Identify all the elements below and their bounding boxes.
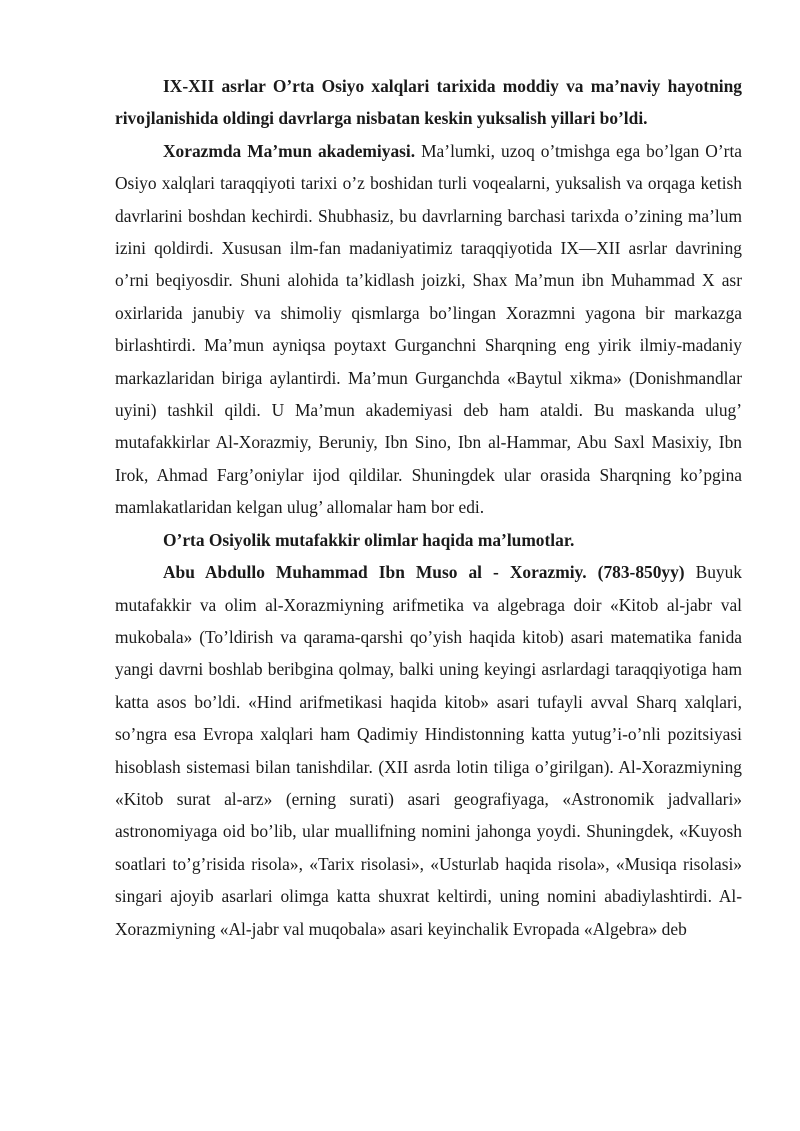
akademiya-body: Ma’lumki, uzoq o’tmishga ega bo’lgan O’rta Osiyo xalqlari taraqqiyoti tarixi o’z boshidan turli voqealarni, yuksalish va orqaga ketish davrlarini boshdan kechirdi. Shubhasiz, bu davrlarning barchasi tarixda o’zining ma’lum izini qoldirdi. Xususan ilm-fan madaniyatimiz taraqqiyotida IX—XII asrlar davrining o’rni beqiyosdir. Shuni alohida ta’kidlash joizki, Shax Ma’mun ibn Muhammad X asr oxirlarida janubiy va shimoliy qismlarga bo’lingan Xorazmni yagona bir markazga birlashtirdi. Ma’mun ayniqsa poytaxt Gurganchni Sharqning eng yirik ilmiy-madaniy markazlaridan biriga aylantirdi. Ma’mun Gurganchda «Baytul xikma» (Donishmandlar uyini) tashkil qildi. U Ma’mun akademiyasi deb ham ataldi. Bu maskanda ulug’ mutafakkirlar Al-Xorazmiy, Beruniy, Ibn Sino, Ibn al-Hammar, Abu Saxl Masixiy, Ibn Irok, Ahmad Farg’oniylar ijod qildilar. Shuningdek ular orasida Sharqning ko’pgina mamlakatlaridan kelgan ulug’ allomalar ham bor edi. [115,140,742,518]
akademiya-paragraph [115,135,742,524]
scholars-section-title [115,524,742,556]
heading-paragraph [115,70,742,135]
document-page [115,70,742,945]
heading-text: IX-XII asrlar O’rta Osiyo xalqlari tarixida moddiy va ma’naviy hayotning rivojlanishida oldingi davrlarga nisbatan keskin yuksalish yillari bo’ldi. [115,76,742,129]
xorazmiy-body: Buyuk mutafakkir va olim al-Xorazmiyning arifmetika va algebraga doir «Kitob al-jabr val mukobala» (To’ldirish va qarama-qarshi qo’yish haqida kitob) asari matematika fanida yangi davrni boshlab beribgina qolmay, balki uning keyingi asrlardagi taraqqiyotiga ham katta asos bo’ldi. «Hind arifmetikasi haqida kitob» asari tufayli avval Sharq xalqlari, so’ngra esa Evropa xalqlari ham Qadimiy Hindistonning katta yutug’i-o’nli pozitsiyasi hisoblash sistemasi bilan tanishdilar. (XII asrda lotin tiliga o’girilgan). Al-Xorazmiyning «Kitob surat al-arz» (erning surati) asari geografiyaga, «Astronomik jadvallari» astronomiyaga oid bo’lib, ular muallifning nomini jahonga yoydi. Shuningdek, «Kuyosh soatlari to’g’risida risola», «Tarix risolasi», «Usturlab haqida risola», «Musiqa risolasi» singari ajoyib asarlari olimga katta shuxrat keltirdi, uning nomini abadiylashtirdi. Al-Xorazmiyning «Al-jabr val muqobala» asari keyinchalik Evropada «Algebra» deb [115,562,743,939]
xorazmiy-title: Abu Abdullo Muhammad Ibn Muso al - Xorazmiy. (783-850yy) [163,562,685,583]
xorazmiy-paragraph [115,556,742,945]
akademiya-title: Xorazmda Ma’mun akademiyasi. [163,140,416,161]
scholars-title-text: O’rta Osiyolik mutafakkir olimlar haqida ma’lumotlar. [163,529,575,550]
